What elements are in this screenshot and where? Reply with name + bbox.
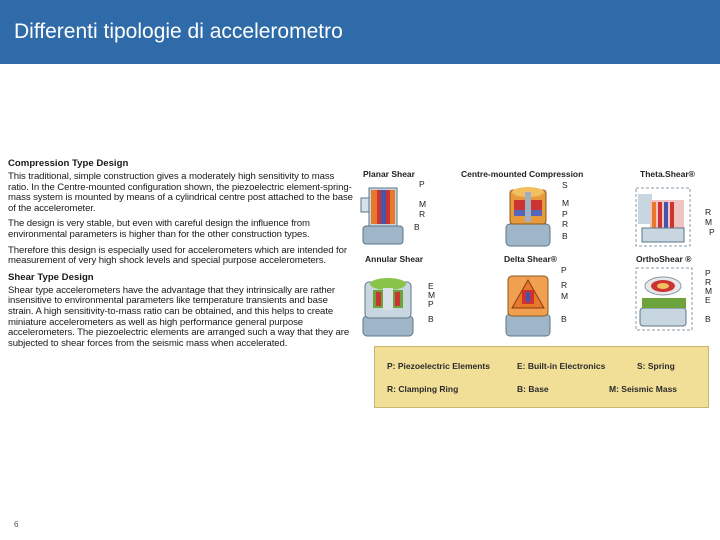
page-number: 6 bbox=[14, 520, 19, 529]
delta-label-p: P bbox=[561, 265, 567, 275]
theta-shear-title: Theta.Shear® bbox=[640, 169, 695, 179]
centre-label-b: B bbox=[562, 231, 568, 241]
legend-base: B: Base bbox=[517, 384, 549, 394]
theta-label-r: R bbox=[705, 207, 712, 217]
centre-compression-diagram bbox=[500, 178, 560, 250]
delta-label-m: M bbox=[561, 291, 569, 301]
annular-shear-diagram bbox=[357, 264, 423, 340]
legend-spring: S: Spring bbox=[637, 361, 675, 371]
ortho-label-r: R bbox=[705, 277, 712, 287]
ortho-shear-diagram bbox=[632, 264, 698, 334]
legend-box bbox=[374, 346, 709, 408]
compression-paragraph-2: The design is very stable, but even with careful design the influence from environmental parameters is higher than for the other construction types. bbox=[8, 218, 310, 240]
planar-shear-title: Planar Shear bbox=[363, 169, 415, 179]
ortho-shear-title: OrthoShear ® bbox=[636, 254, 692, 264]
ortho-label-b: B bbox=[705, 314, 711, 324]
centre-label-m: M bbox=[562, 198, 570, 208]
shear-heading: Shear Type Design bbox=[8, 271, 94, 283]
delta-label-r: R bbox=[561, 280, 568, 290]
legend-piezoelectric: P: Piezoelectric Elements bbox=[387, 361, 490, 371]
annular-shear-title: Annular Shear bbox=[365, 254, 424, 264]
planar-label-r: R bbox=[419, 209, 426, 219]
shear-paragraph-1: Shear type accelerometers have the advantage that they intrinsically are rather insensitive to environmental parameters like temperature transients and base strain. A high sensitivity-to-mass ratio can be obtained, and this helps to create miniature accelerometers as well as high performance general purpose accelerometers. The piezoelectric elements are arranged such a way that they are subjected to shear forces from the seismic mass when accelerated. bbox=[8, 284, 350, 349]
compression-paragraph-1: This traditional, simple construction gives a moderately high sensitivity to mass ratio. In the Centre-mounted configuration shown, the piezoelectric element-spring-mass system is mounted by means of a cylindrical centre post attached to the base of the accelerometer. bbox=[8, 171, 353, 214]
centre-compression-title: Centre-mounted Compression bbox=[461, 169, 584, 179]
centre-label-r: R bbox=[562, 219, 569, 229]
slide-header bbox=[0, 0, 720, 64]
compression-heading: Compression Type Design bbox=[8, 158, 129, 169]
ortho-label-m: M bbox=[705, 286, 713, 296]
slide-title: Differenti tipologie di accelerometro bbox=[14, 20, 343, 43]
centre-label-p: P bbox=[562, 209, 568, 219]
planar-label-b: B bbox=[414, 222, 420, 232]
ortho-label-p: P bbox=[705, 268, 711, 278]
delta-shear-title: Delta Shear® bbox=[504, 254, 558, 264]
legend-clamping-ring: R: Clamping Ring bbox=[387, 384, 459, 394]
annular-label-p: P bbox=[428, 299, 434, 309]
annular-label-e: E bbox=[428, 281, 434, 291]
annular-label-b: B bbox=[428, 314, 434, 324]
annular-label-m: M bbox=[428, 290, 436, 300]
delta-label-b: B bbox=[561, 314, 567, 324]
legend-seismic-mass: M: Seismic Mass bbox=[609, 384, 678, 394]
planar-shear-diagram bbox=[355, 178, 415, 248]
ortho-label-e: E bbox=[705, 295, 711, 305]
delta-shear-diagram bbox=[500, 264, 560, 340]
theta-label-p: P bbox=[709, 227, 715, 237]
planar-label-p: P bbox=[419, 179, 425, 189]
legend-electronics: E: Built-in Electronics bbox=[517, 361, 606, 371]
theta-shear-diagram bbox=[632, 182, 694, 250]
compression-paragraph-3: Therefore this design is especially used for accelerometers which are intended for measurement of very high shock levels and special purpose accelerometers. bbox=[8, 244, 347, 267]
description-column bbox=[8, 158, 353, 354]
theta-label-m: M bbox=[705, 217, 713, 227]
planar-label-m: M bbox=[419, 199, 427, 209]
centre-label-s: S bbox=[562, 180, 568, 190]
